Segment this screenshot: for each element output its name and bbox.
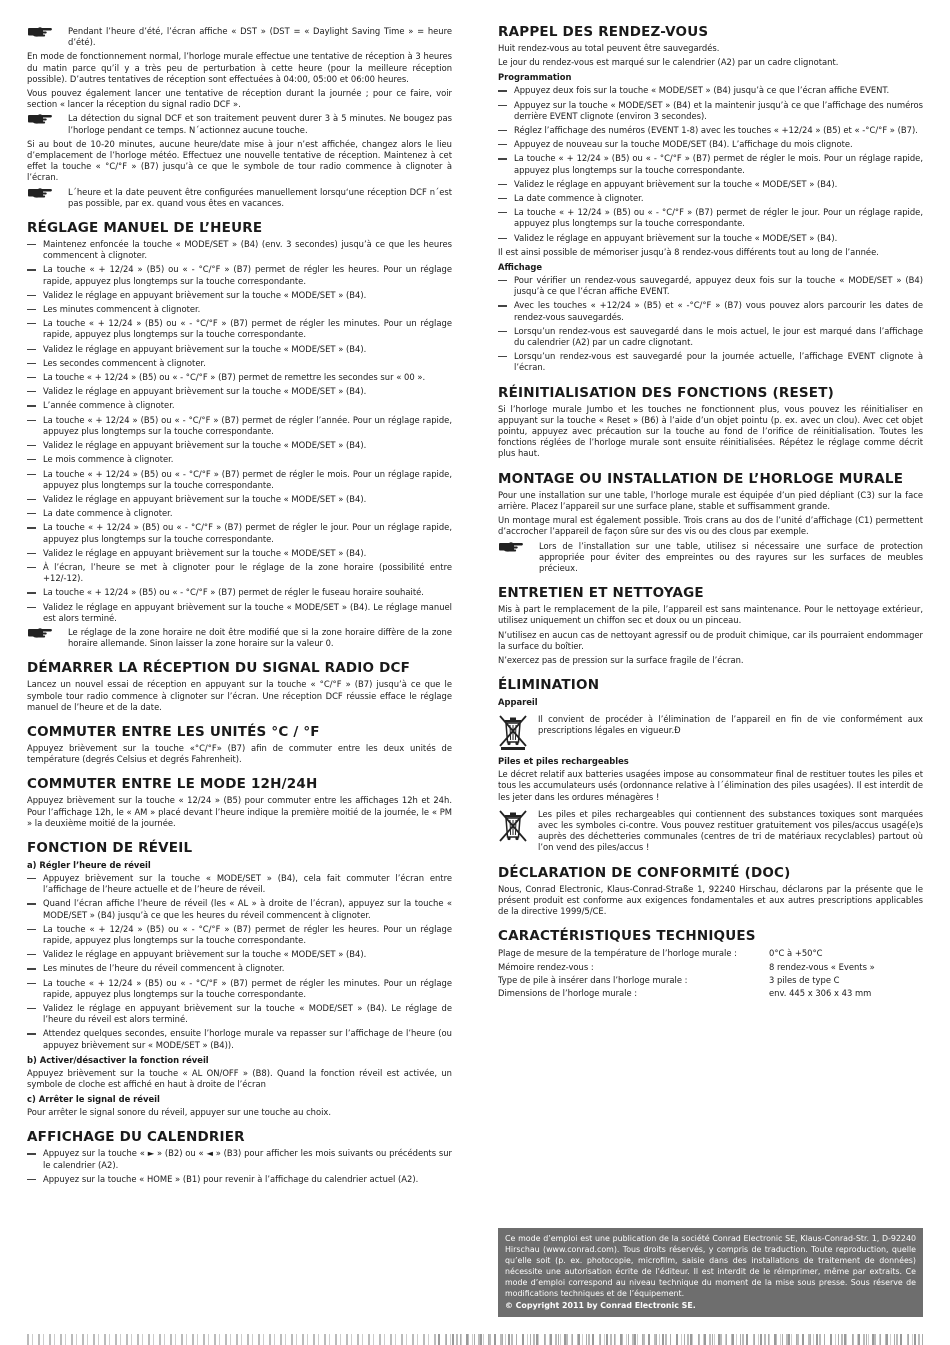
note-text: Le réglage de la zone horaire ne doit être modifié que si la zone horaire diffère de la zone horaire allemande. Sinon laisser la zone horaire sur la valeur 0.	[68, 626, 452, 649]
print-marks	[27, 1334, 923, 1345]
paragraph: N’utilisez en aucun cas de nettoyant agressif ou de produit chimique, car ils pourraient endommager la surface du boîtier.	[498, 629, 923, 651]
paragraph: Vous pouvez également lancer une tentative de réception durant la journée ; pour ce faire, voir section « lancer la réception du signal radio DCF ».	[27, 88, 452, 110]
paragraph: Un montage mural est également possible. Trois crans au dos de l’unité d’affichage (C1) permettent d’accrocher l’appareil de façon sûre sur des vis ou des clous par exemple.	[498, 515, 923, 537]
publisher-notice-text: Ce mode d’emploi est une publication de la société Conrad Electronic SE, Klaus-Conrad-Str. 1, D-92240 Hirschau (www.conrad.com). Tous droits réservés, y compris de traduction. Toute reproduction, quelle qu’elle soit (p. ex. photocopie, microfilm, saisie dans des installations de traitement de données) nécessite une autorisation écrite de l’éditeur. Il est interdit de le réimprimer, même par extraits. Ce mode d’emploi correspond au niveau technique du moment de la mise sous presse. Sous réserve de modifications techniques et de l’équipement.	[505, 1234, 916, 1299]
list-item: La touche « + 12/24 » (B5) ou « - °C/°F » (B7) permet de régler le mois. Pour un réglage rapide, appuyez plus longtemps sur la touche correspondante.	[27, 469, 452, 491]
paragraph: Appuyez brièvement sur la touche « AL ON/OFF » (B8). Quand la fonction réveil est activée, un symbole de cloche est affiché en haut à droite de l’écran	[27, 1067, 452, 1090]
list-item: Validez le réglage en appuyant brièvement sur la touche « MODE/SET » (B4).	[498, 179, 923, 190]
note	[27, 187, 452, 209]
subheading: Affichage	[498, 262, 543, 273]
spec-label: Type de pile à insérer dans l’horloge murale :	[498, 974, 688, 985]
list-item: La touche « + 12/24 » (B5) ou « - °C/°F » (B7) permet de régler le jour. Pour un réglage rapide, appuyez plus longtemps sur la touche correspondante.	[498, 207, 923, 229]
spec-value: 3 piles de type C	[769, 974, 840, 985]
right-column	[498, 24, 923, 1001]
disposal-text: Il convient de procéder à l’élimination de l’appareil en fin de vie conformément aux prescriptions légales en vigueur.Ð	[538, 714, 923, 736]
list-item: La touche « + 12/24 » (B5) ou « - °C/°F » (B7) permet de régler le mois. Pour un réglage rapide, appuyez plus longtemps sur la touche correspondante.	[498, 153, 923, 175]
paragraph: Appuyez brièvement sur la touche « 12/24 » (B5) pour commuter entre les affichages 12h et 24h. Pour l’affichage 12h, le « AM » placé devant l’heure indique la première moitié de la journée, le « PM » la deuxième moitié de la journée.	[27, 795, 452, 828]
list-item: Pour vérifier un rendez-vous sauvegardé, appuyez deux fois sur la touche « MODE/SET » (B4) jusqu’à ce que l’écran affiche EVENT.	[498, 275, 923, 297]
list-item: Appuyez deux fois sur la touche « MODE/SET » (B4) jusqu’à ce que l’écran affiche EVENT.	[498, 85, 923, 96]
list-item: Validez le réglage en appuyant brièvement sur la touche « MODE/SET » (B4).	[27, 386, 452, 397]
list-item: Validez le réglage en appuyant brièvement sur la touche « MODE/SET » (B4).	[498, 233, 923, 244]
subheading: Appareil	[498, 697, 538, 708]
note	[27, 26, 452, 48]
paragraph: Le jour du rendez-vous est marqué sur le calendrier (A2) par un cadre clignotant.	[498, 57, 839, 68]
spec-value: 0°C à +50°C	[769, 948, 823, 959]
subheading: Piles et piles rechargeables	[498, 756, 629, 767]
paragraph: Si l’horloge murale Jumbo et les touches ne fonctionnent plus, vous pouvez les réinitialiser en appuyant sur la touche « Reset » (B6) à l’aide d’un objet pointu (p. ex. avec un clou). Avec cet objet pointu, appuyez avec précaution sur la touche au fond de l’orifice de réinitialisation. Toutes les fonctions réglées de l’horloge murale sont ensuite réinitialisées. Répétez le réglage comme décrit plus haut.	[498, 403, 923, 459]
disposal-text: Les piles et piles rechargeables qui contiennent des substances toxiques sont marquées avec les symboles ci-contre. Vous pouvez restituer gratuitement vos piles/accus usagé(e)s auprès des déchetteries communales (centres de tri de matériaux recyclables) partout où l’on vend des piles/accus !	[538, 808, 923, 853]
list-item: À l’écran, l’heure se met à clignoter pour le réglage de la zone horaire (possibilité entre +12/-12).	[27, 562, 452, 584]
list-item: Appuyez brièvement sur la touche « MODE/SET » (B4), cela fait commuter l’écran entre l’affichage de l’heure actuelle et de l’heure de réveil.	[27, 873, 452, 895]
subheading: a) Régler l’heure de réveil	[27, 859, 151, 870]
note-text: Pendant l’heure d’été, l’écran affiche « DST » (DST = « Daylight Saving Time » = heure d’été).	[68, 26, 452, 48]
section-title: RAPPEL DES RENDEZ-VOUS	[498, 24, 709, 40]
list-item: La touche « + 12/24 » (B5) ou « - °C/°F » (B7) permet de régler les heures. Pour un réglage rapide, appuyez plus longtemps sur la touche correspondante.	[27, 264, 452, 286]
section-title: CARACTÉRISTIQUES TECHNIQUES	[498, 928, 756, 945]
list-item: La date commence à clignoter.	[27, 508, 452, 519]
step-list	[27, 1148, 452, 1185]
list-item: La touche « + 12/24 » (B5) ou « - °C/°F » (B7) permet de régler les minutes. Pour un réglage rapide, appuyez plus longtemps sur la touche correspondante.	[27, 978, 452, 1000]
paragraph: N’exercez pas de pression sur la surface fragile de l’écran.	[498, 654, 744, 665]
list-item: Validez le réglage en appuyant brièvement sur la touche « MODE/SET » (B4).	[27, 290, 452, 301]
copyright: © Copyright 2011 by Conrad Electronic SE.	[505, 1300, 696, 1310]
list-item: Appuyez sur la touche « ► » (B2) ou « ◄ » (B3) pour afficher les mois suivants ou précédents sur le calendrier (A2).	[27, 1148, 452, 1170]
step-list	[27, 239, 452, 624]
list-item: L’année commence à clignoter.	[27, 400, 452, 411]
list-item: Attendez quelques secondes, ensuite l’horloge murale va repasser sur l’affichage de l’heure (ou appuyez brièvement sur « MODE/SET » (B4)).	[27, 1028, 452, 1050]
list-item: La touche « + 12/24 » (B5) ou « - °C/°F » (B7) permet de régler le jour. Pour un réglage rapide, appuyez plus longtemps sur la touche correspondante.	[27, 522, 452, 544]
subheading: Programmation	[498, 72, 572, 83]
publisher-notice	[498, 1228, 923, 1317]
subheading: c) Arrêter le signal de réveil	[27, 1094, 160, 1105]
paragraph: Nous, Conrad Electronic, Klaus-Conrad-Straße 1, 92240 Hirschau, déclarons par la présente que le présent produit est conforme aux exigences fondamentales et aux autres prescriptions applicables de la directive 1999/5/CE.	[498, 883, 923, 916]
list-item: Validez le réglage en appuyant brièvement sur la touche « MODE/SET » (B4).	[27, 344, 452, 355]
list-item: Quand l’écran affiche l’heure de réveil (les « AL » à droite de l’écran), appuyez sur la touche « MODE/SET » (B4) jusqu’à ce que les heures du réveil commencent à clignoter.	[27, 898, 452, 920]
spec-label: Dimensions de l’horloge murale :	[498, 988, 638, 999]
paragraph: Huit rendez-vous au total peuvent être sauvegardés.	[498, 43, 720, 53]
note	[27, 627, 452, 649]
paragraph: Pour une installation sur une table, l’horloge murale est équipée d’un pied dépliant (C3) sur la face arrière. Placez l’appareil sur une surface plane, stable et suffisamment grande.	[498, 489, 923, 511]
list-item: Maintenez enfoncée la touche « MODE/SET » (B4) (env. 3 secondes) jusqu’à ce que les heures commencent à clignoter.	[27, 239, 452, 261]
list-item: La touche « + 12/24 » (B5) ou « - °C/°F » (B7) permet de régler les heures. Pour un réglage rapide, appuyez plus longtemps sur la touche correspondante.	[27, 924, 452, 946]
list-item: La date commence à clignoter.	[498, 193, 923, 204]
section-title: AFFICHAGE DU CALENDRIER	[27, 1129, 245, 1146]
list-item: Lorsqu’un rendez-vous est sauvegardé pour la journée actuelle, l’affichage EVENT clignote à l’écran.	[498, 351, 923, 373]
disposal-note	[498, 809, 923, 854]
section-title: ENTRETIEN ET NETTOYAGE	[498, 585, 704, 602]
left-column	[27, 24, 452, 1188]
paragraph: Appuyez brièvement sur la touche «°C/°F» (B7) afin de commuter entre les deux unités de température (degrés Celsius et degrés Fahrenheit).	[27, 742, 452, 765]
list-item: Avec les touches « +12/24 » (B5) et « -°C/°F » (B7) vous pouvez alors parcourir les dates de rendez-vous sauvegardés.	[498, 300, 923, 322]
spec-value: 8 rendez-vous « Events »	[769, 961, 875, 972]
section-title: COMMUTER ENTRE LE MODE 12H/24H	[27, 776, 318, 793]
list-item: La touche « + 12/24 » (B5) ou « - °C/°F » (B7) permet de régler les minutes. Pour un réglage rapide, appuyez plus longtemps sur la touche correspondante.	[27, 318, 452, 340]
list-item: Les secondes commencent à clignoter.	[27, 358, 452, 369]
list-item: Validez le réglage en appuyant brièvement sur la touche « MODE/SET » (B4). Le réglage de l’heure du réveil est alors terminé.	[27, 1003, 452, 1025]
list-item: Validez le réglage en appuyant brièvement sur la touche « MODE/SET » (B4).	[27, 494, 452, 505]
note-text: La détection du signal DCF et son traitement peuvent durer 3 à 5 minutes. Ne bougez pas l’horloge pendant ce temps. N´actionnez aucune touche.	[68, 113, 452, 135]
disposal-note	[498, 714, 923, 750]
list-item: Validez le réglage en appuyant brièvement sur la touche « MODE/SET » (B4).	[27, 548, 452, 559]
section-title: RÉGLAGE MANUEL DE L’HEURE	[27, 220, 263, 237]
section-title: RÉINITIALISATION DES FONCTIONS (RESET)	[498, 384, 834, 401]
section-title: FONCTION DE RÉVEIL	[27, 839, 193, 856]
list-item: Appuyez sur la touche « HOME » (B1) pour revenir à l’affichage du calendrier actuel (A2).	[27, 1174, 452, 1185]
note	[498, 541, 923, 575]
subheading: b) Activer/désactiver la fonction réveil	[27, 1054, 209, 1065]
spec-label: Plage de mesure de la température de l’horloge murale :	[498, 948, 737, 959]
paragraph: Si au bout de 10-20 minutes, aucune heure/date mise à jour n’est affichée, changez alors le lieu d’emplacement de l’horloge météo. Effectuez une nouvelle tentative de réception. Maintenez à cet effet la touche « °C/°F » (B7) jusqu’à ce que le symbole de tour radio commence à clignoter à l’écran.	[27, 138, 452, 183]
paragraph: Il est ainsi possible de mémoriser jusqu’à 8 rendez-vous différents tout au long de l’année.	[498, 246, 879, 257]
section-title: COMMUTER ENTRE LES UNITÉS °C / °F	[27, 723, 320, 740]
list-item: Lorsqu’un rendez-vous est sauvegardé dans le mois actuel, le jour est marqué dans l’affichage du calendrier (A2) par un cadre clignotant.	[498, 326, 923, 348]
list-item: La touche « + 12/24 » (B5) ou « - °C/°F » (B7) permet de régler le fuseau horaire souhaité.	[27, 587, 452, 598]
list-item: Validez le réglage en appuyant brièvement sur la touche « MODE/SET » (B4). Le réglage manuel est alors terminé.	[27, 602, 452, 624]
list-item: La touche « + 12/24 » (B5) ou « - °C/°F » (B7) permet de régler l’année. Pour un réglage rapide, appuyez plus longtemps sur la touche correspondante.	[27, 415, 452, 437]
section-title: DÉMARRER LA RÉCEPTION DU SIGNAL RADIO DCF	[27, 660, 411, 677]
list-item: La touche « + 12/24 » (B5) ou « - °C/°F » (B7) permet de remettre les secondes sur « 00 ».	[27, 372, 452, 383]
step-list	[498, 275, 923, 374]
list-item: Validez le réglage en appuyant brièvement sur la touche « MODE/SET » (B4).	[27, 949, 452, 960]
spec-label: Mémoire rendez-vous :	[498, 961, 594, 972]
paragraph: En mode de fonctionnement normal, l’horloge murale effectue une tentative de réception à 3 heures du matin parce qu’il y a très peu de perturbation à cette heure (pour la meilleure réception possible). D’autres tentatives de réception sont effectuées à 04:00, 05:00 et 06:00 heures.	[27, 51, 452, 84]
list-item: Appuyez de nouveau sur la touche MODE/SET (B4). L’affichage du mois clignote.	[498, 139, 923, 150]
list-item: Les minutes commencent à clignoter.	[27, 304, 452, 315]
section-title: DÉCLARATION DE CONFORMITÉ (DOC)	[498, 864, 791, 881]
step-list	[498, 85, 923, 243]
list-item: Le mois commence à clignoter.	[27, 454, 452, 465]
list-item: Appuyez sur la touche « MODE/SET » (B4) et la maintenir jusqu’à ce que l’affichage des numéros derrière EVENT clignote (environ 3 secondes).	[498, 100, 923, 122]
list-item: Validez le réglage en appuyant brièvement sur la touche « MODE/SET » (B4).	[27, 440, 452, 451]
paragraph: Lancez un nouvel essai de réception en appuyant sur la touche « °C/°F » (B7) jusqu’à ce que le symbole tour radio commence à clignoter sur l’écran. Une réception DCF réussie efface le réglage manuel de l’heure et de la date.	[27, 679, 452, 712]
list-item: Les minutes de l’heure du réveil commencent à clignoter.	[27, 963, 452, 974]
spec-value: env. 445 x 306 x 43 mm	[769, 988, 872, 999]
note	[27, 113, 452, 135]
note-text: Lors de l’installation sur une table, utilisez si nécessaire une surface de protection appropriée pour éviter des empreintes ou des rayures sur les surfaces de meubles précieux.	[539, 540, 923, 573]
section-title: MONTAGE OU INSTALLATION DE L’HORLOGE MURALE	[498, 470, 904, 487]
note-text: L´heure et la date peuvent être configurées manuellement lorsqu‘une réception DCF n´est pas possible, par ex. quand vous êtes en vacances.	[68, 186, 452, 208]
spec-table	[498, 947, 923, 1001]
paragraph: Pour arrêter le signal sonore du réveil, appuyer sur une touche au choix.	[27, 1107, 332, 1118]
paragraph: Mis à part le remplacement de la pile, l’appareil est sans maintenance. Pour le nettoyage extérieur, utilisez uniquement un chiffon sec et doux ou un pinceau.	[498, 604, 923, 626]
list-item: Réglez l’affichage des numéros (EVENT 1-8) avec les touches « +12/24 » (B5) et « -°C/°F » (B7).	[498, 125, 923, 136]
paragraph: Le décret relatif aux batteries usagées impose au consommateur final de restituer toutes les piles et tous les accumulateurs usés (ordonnance relative à l´élimination des piles usagées). Il est interdit de les jeter dans les ordures ménagères !	[498, 769, 923, 802]
section-title: ÉLIMINATION	[498, 677, 600, 694]
step-list	[27, 873, 452, 1051]
